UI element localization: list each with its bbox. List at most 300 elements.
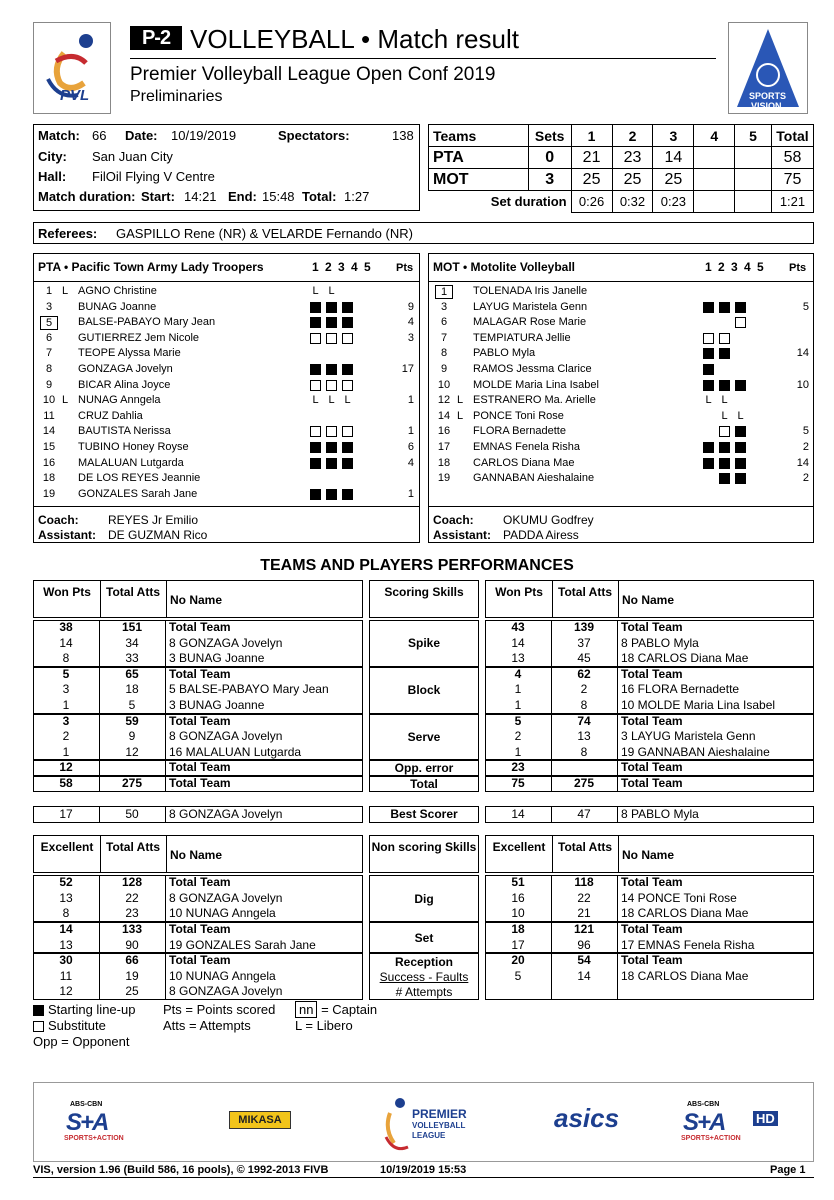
match-label: Match: <box>38 128 80 143</box>
substitute-square-icon <box>326 333 337 344</box>
perf-atts: 19 <box>125 968 139 983</box>
player-name: BAUTISTA Nerissa <box>78 425 171 438</box>
spectators-count: 138 <box>392 128 414 143</box>
perf-atts: 133 <box>121 922 143 936</box>
player-row <box>34 409 419 425</box>
libero-set-mark: L <box>721 409 728 422</box>
team-a-title: PTA • Pacific Town Army Lady Troopers <box>38 260 264 274</box>
player-number: 1 <box>45 285 53 297</box>
player-name: MALAGAR Rose Marie <box>473 316 587 329</box>
starter-square-icon <box>342 302 353 313</box>
perf-header-won: Excellent <box>40 840 94 855</box>
player-name: NUNAG Anngela <box>78 394 161 407</box>
team-code: PTA <box>429 147 529 169</box>
player-number: 9 <box>440 362 448 375</box>
starter-square-icon <box>326 364 337 375</box>
perf-row <box>33 875 363 891</box>
divider <box>100 836 101 872</box>
player-points: 1 <box>407 394 414 407</box>
perf-row <box>33 891 363 907</box>
perf-atts: 34 <box>125 635 139 650</box>
team-a-roster <box>33 253 420 543</box>
referees-label: Referees: <box>38 226 98 241</box>
legend-start-text: Starting line-up <box>48 1002 136 1017</box>
perf-row <box>485 714 814 730</box>
player-name: CARLOS Diana Mae <box>473 456 575 469</box>
perf-row <box>485 760 814 776</box>
libero-set-mark: L <box>721 394 728 407</box>
player-row <box>429 346 813 362</box>
set-score <box>735 147 772 169</box>
starter-square-icon <box>735 442 746 453</box>
perf-atts: 139 <box>573 620 595 634</box>
perf-name: 3 LAYUG Maristela Genn <box>621 729 756 744</box>
perf-atts: 54 <box>577 953 591 968</box>
perf-atts: 275 <box>573 776 595 790</box>
perf-won: 8 <box>62 651 70 666</box>
perf-won: 5 <box>514 713 522 728</box>
player-number: 5 <box>40 316 58 330</box>
player-name: BALSE-PABAYO Mary Jean <box>78 316 216 329</box>
perf-atts: 21 <box>577 906 591 921</box>
skill-label: Total <box>410 776 438 791</box>
skill-label: Block <box>407 683 441 698</box>
perf-row <box>485 698 814 714</box>
referees-names: GASPILLO Rene (NR) & VELARDE Fernando (NR) <box>116 226 413 241</box>
perf-name: 8 GONZAGA Jovelyn <box>169 890 283 905</box>
perf-atts: 275 <box>121 776 143 790</box>
perf-header-won: Excellent <box>492 840 546 855</box>
substitute-square-icon <box>735 317 746 328</box>
player-points: 2 <box>802 472 809 485</box>
player-row <box>429 393 813 409</box>
skill-label: Best Scorer <box>390 807 458 822</box>
player-row <box>34 393 419 409</box>
sa-logo-mark: S+A <box>66 1109 108 1136</box>
perf-name: 18 CARLOS Diana Mae <box>621 651 749 666</box>
perf-atts: 14 <box>577 968 591 983</box>
perf-won: 3 <box>62 682 70 697</box>
player-row <box>34 346 419 362</box>
city-value: San Juan City <box>92 149 173 164</box>
divider <box>429 281 813 282</box>
substitute-square-icon <box>310 426 321 437</box>
pvl-logo-text: PVL <box>60 87 90 104</box>
starter-square-icon <box>310 317 321 328</box>
perf-won: 5 <box>514 968 522 983</box>
player-points: 2 <box>802 440 809 453</box>
player-name: MALALUAN Lutgarda <box>78 456 184 469</box>
player-number: 15 <box>42 440 56 453</box>
player-name: BUNAG Joanne <box>78 300 157 313</box>
perf-name: Total Team <box>169 620 231 634</box>
skill-cell <box>369 953 479 1000</box>
assistant-name: DE GUZMAN Rico <box>108 528 208 542</box>
skill-label: Reception <box>394 955 453 970</box>
starter-square-icon <box>326 458 337 469</box>
perf-atts: 18 <box>125 682 139 697</box>
perf-row <box>485 682 814 698</box>
perf-won: 12 <box>59 760 73 775</box>
legend-start <box>33 1002 135 1017</box>
perf-name: 16 FLORA Bernadette <box>621 682 740 697</box>
team-b-pts-header: Pts <box>789 262 807 274</box>
team-code: MOT <box>429 169 529 191</box>
player-row <box>429 315 813 331</box>
referees-box <box>33 222 814 244</box>
player-row <box>34 300 419 316</box>
player-row <box>34 331 419 347</box>
starter-square-icon <box>342 364 353 375</box>
perf-row <box>485 667 814 683</box>
perf-atts: 65 <box>125 666 139 681</box>
perf-header-skills: Non scoring Skills <box>369 835 479 873</box>
player-row <box>429 378 813 394</box>
player-row <box>429 440 813 456</box>
player-row <box>34 362 419 378</box>
legend-sub <box>33 1018 106 1033</box>
match-info-box <box>33 124 420 211</box>
sa-logo-top: ABS-CBN <box>70 1101 103 1108</box>
perf-atts: 33 <box>125 651 139 666</box>
divider <box>429 506 813 507</box>
divider <box>552 836 553 872</box>
perf-won: 52 <box>59 875 73 890</box>
starter-square-icon <box>719 442 730 453</box>
starter-square-icon <box>310 302 321 313</box>
legend-opp: Opp = Opponent <box>33 1034 130 1049</box>
set-duration <box>694 191 735 213</box>
perf-name: 19 GANNABAN Aieshalaine <box>621 744 770 759</box>
perf-row <box>485 776 814 792</box>
divider <box>618 581 619 617</box>
perf-name: Total Team <box>169 760 231 775</box>
perf-atts: 66 <box>125 953 139 968</box>
total-time: 1:27 <box>344 189 370 204</box>
perf-row <box>33 776 363 792</box>
player-name: DE LOS REYES Jeannie <box>78 472 201 485</box>
substitute-square-icon <box>342 333 353 344</box>
perf-header <box>485 835 814 873</box>
perf-row <box>33 807 363 823</box>
sponsor-bar <box>33 1082 814 1162</box>
sa-logo <box>62 1101 142 1143</box>
perf-won: 13 <box>59 937 73 952</box>
starter-square-icon <box>703 442 714 453</box>
libero-flag: L <box>457 394 464 407</box>
end-time: 15:48 <box>262 189 295 204</box>
perf-name: 8 GONZAGA Jovelyn <box>169 806 283 821</box>
league-name: Premier Volleyball League Open Conf 2019 <box>130 64 496 85</box>
perf-row <box>485 906 814 922</box>
libero-set-mark: L <box>312 394 319 407</box>
player-name: GUTIERREZ Jem Nicole <box>78 331 200 344</box>
pvl-sponsor-text-1: PREMIER <box>412 1107 467 1121</box>
perf-won: 10 <box>511 906 525 921</box>
set-duration <box>735 191 772 213</box>
perf-name: 10 MOLDE Maria Lina Isabel <box>621 698 776 712</box>
skill-label: Opp. error <box>394 761 454 776</box>
perf-header-name: No Name <box>170 593 223 607</box>
perf-won: 75 <box>511 776 525 790</box>
perf-won: 14 <box>511 806 525 821</box>
sets-won: 0 <box>528 147 571 169</box>
perf-header-won: Won Pts <box>495 585 543 599</box>
score-table <box>428 124 814 213</box>
perf-row <box>33 729 363 745</box>
perf-row <box>33 906 363 922</box>
starter-square-icon <box>326 489 337 500</box>
team-a-pts-header: Pts <box>396 262 414 274</box>
set-duration: 0:32 <box>612 191 653 213</box>
date-label: Date: <box>125 128 158 143</box>
set-duration: 0:26 <box>571 191 612 213</box>
perf-atts: 118 <box>574 875 594 890</box>
perf-row <box>33 636 363 652</box>
perf-row <box>485 953 814 969</box>
score-header: 4 <box>694 125 735 147</box>
set-score: 25 <box>653 169 694 191</box>
perf-name: 17 EMNAS Fenela Risha <box>621 937 755 952</box>
perf-row <box>33 760 363 776</box>
player-name: TOLENADA Iris Janelle <box>473 285 588 297</box>
skill-cell <box>369 922 479 953</box>
pvl-logo <box>33 22 111 114</box>
player-name: TEMPIATURA Jellie <box>473 331 571 344</box>
player-points: 3 <box>407 331 414 344</box>
perf-atts: 22 <box>125 890 139 905</box>
player-name: RAMOS Jessma Clarice <box>473 362 592 375</box>
total-label: Total: <box>302 189 337 204</box>
perf-atts: 74 <box>577 713 591 728</box>
libero-flag: L <box>62 285 69 297</box>
starter-square-icon <box>735 426 746 437</box>
libero-set-mark: L <box>705 394 712 407</box>
perf-won: 18 <box>511 922 525 936</box>
footer-divider <box>33 1177 814 1178</box>
team-b-player-list <box>429 284 813 487</box>
hd-badge: HD <box>753 1111 778 1126</box>
score-header: 5 <box>735 125 772 147</box>
pvl-sponsor-text-3: LEAGUE <box>412 1131 446 1140</box>
perf-header-atts: Total Atts <box>558 840 612 855</box>
skill-sub1: Success - Faults <box>379 970 469 985</box>
perf-name: 10 NUNAG Anngela <box>169 968 276 983</box>
perf-name: Total Team <box>169 713 231 728</box>
sets-won: 3 <box>528 169 571 191</box>
perf-name: Total Team <box>621 953 683 968</box>
sv-logo-text-1: SPORTS <box>749 91 787 101</box>
player-number: 14 <box>437 409 451 422</box>
perf-atts: 45 <box>577 651 591 666</box>
legend-sub-text: Substitute <box>48 1018 106 1033</box>
score-header: 3 <box>653 125 694 147</box>
player-points: 14 <box>796 456 809 469</box>
perf-name: 14 PONCE Toni Rose <box>621 890 737 905</box>
legend-pts: Pts = Points scored <box>163 1002 276 1017</box>
score-header: 2 <box>612 125 653 147</box>
perf-header <box>33 580 363 618</box>
round-name: Preliminaries <box>130 88 223 105</box>
perf-row <box>33 984 363 1000</box>
perf-name: 3 BUNAG Joanne <box>169 651 265 666</box>
player-points: 14 <box>796 347 809 360</box>
substitute-square-icon <box>342 380 353 391</box>
perf-row <box>485 922 814 938</box>
perf-won: 2 <box>62 729 70 744</box>
skill-label: Set <box>414 930 434 945</box>
perf-name: Total Team <box>169 666 231 681</box>
player-name: GONZAGA Jovelyn <box>78 362 173 375</box>
perf-row <box>485 807 814 823</box>
starter-square-icon <box>342 489 353 500</box>
set-score <box>694 169 735 191</box>
player-number: 6 <box>45 331 53 344</box>
perf-name: 8 GONZAGA Jovelyn <box>169 984 283 999</box>
player-number: 18 <box>437 456 451 469</box>
team-b-sets-header: 1 2 3 4 5 <box>705 260 764 274</box>
substitute-square-icon <box>310 333 321 344</box>
player-row <box>429 456 813 472</box>
perf-won: 1 <box>62 744 70 759</box>
starter-square-icon <box>735 473 746 484</box>
libero-set-mark: L <box>328 285 335 297</box>
perf-header <box>485 580 814 618</box>
perf-header-name: No Name <box>170 848 223 863</box>
perf-won: 58 <box>59 776 73 790</box>
skill-cell <box>369 667 479 714</box>
substitute-square-icon <box>342 426 353 437</box>
perf-row <box>33 922 363 938</box>
player-row <box>429 331 813 347</box>
perf-row <box>485 969 814 985</box>
asics-logo: asics <box>554 1103 620 1133</box>
player-row <box>429 409 813 425</box>
perf-won: 3 <box>62 713 70 728</box>
starter-square-icon <box>310 442 321 453</box>
coach-label: Coach: <box>38 513 79 527</box>
perf-name: 5 BALSE-PABAYO Mary Jean <box>169 682 329 697</box>
sports-vision-logo <box>728 22 808 114</box>
perf-won: 1 <box>514 744 522 759</box>
starter-square-icon <box>735 380 746 391</box>
perf-atts: 12 <box>125 744 139 759</box>
player-number: 19 <box>437 472 451 485</box>
perf-row <box>485 729 814 745</box>
perf-row <box>485 891 814 907</box>
starter-square-icon <box>703 364 714 375</box>
perf-row <box>485 745 814 761</box>
perf-row <box>33 651 363 667</box>
perf-atts: 59 <box>125 713 139 728</box>
perf-row <box>485 651 814 667</box>
player-points: 10 <box>796 378 809 391</box>
spectators-label: Spectators: <box>278 128 350 143</box>
perf-name: 18 CARLOS Diana Mae <box>621 906 749 921</box>
player-name: GONZALES Sarah Jane <box>78 487 198 500</box>
perf-won: 17 <box>511 937 525 952</box>
perf-won: 20 <box>511 953 525 968</box>
starter-square-icon <box>703 458 714 469</box>
player-number: 19 <box>42 487 56 500</box>
perf-row <box>33 682 363 698</box>
player-points: 1 <box>407 487 414 500</box>
coach-name: REYES Jr Emilio <box>108 513 199 527</box>
starter-square-icon <box>326 317 337 328</box>
player-row <box>429 284 813 300</box>
perf-won: 14 <box>59 635 73 650</box>
skill-cell <box>369 875 479 922</box>
perf-header-atts: Total Atts <box>106 585 160 599</box>
player-name: CRUZ Dahlia <box>78 409 143 422</box>
set-score: 25 <box>571 169 612 191</box>
starter-square-icon <box>326 442 337 453</box>
player-row <box>429 471 813 487</box>
player-row <box>34 284 419 300</box>
perf-name: 8 PABLO Myla <box>621 635 699 650</box>
player-points: 5 <box>802 425 809 438</box>
player-number: 3 <box>45 300 53 313</box>
player-name: TEOPE Alyssa Marie <box>78 347 181 360</box>
perf-name: Total Team <box>169 875 231 890</box>
player-number: 10 <box>42 394 56 407</box>
perf-won: 4 <box>514 666 522 681</box>
perf-header <box>33 835 363 873</box>
sa-hd-top: ABS-CBN <box>687 1101 720 1108</box>
perf-name: Total Team <box>169 953 231 968</box>
perf-row <box>33 698 363 714</box>
player-number: 10 <box>437 378 451 391</box>
perf-won: 38 <box>59 620 73 634</box>
perf-atts: 96 <box>577 937 591 952</box>
legend-captain <box>295 1002 377 1017</box>
assistant-name: PADDA Airess <box>503 528 579 542</box>
footer-timestamp: 10/19/2019 15:53 <box>380 1164 467 1176</box>
set-score: 14 <box>653 147 694 169</box>
score-row-mot <box>429 169 814 191</box>
starter-square-icon <box>703 348 714 359</box>
perf-won: 1 <box>62 698 70 712</box>
starter-square-icon <box>310 489 321 500</box>
match-date: 10/19/2019 <box>171 128 237 143</box>
start-label: Start: <box>141 189 175 204</box>
assistant-label: Assistant: <box>433 528 492 542</box>
perf-row <box>485 636 814 652</box>
mikasa-logo: MIKASA <box>229 1111 291 1129</box>
player-name: GANNABAN Aieshalaine <box>473 472 595 485</box>
starter-square-icon <box>342 442 353 453</box>
perf-header-atts: Total Atts <box>558 585 612 599</box>
skill-cell <box>369 776 479 792</box>
libero-set-mark: L <box>737 409 744 422</box>
perf-row <box>485 875 814 891</box>
player-points: 9 <box>407 300 414 313</box>
player-name: TUBINO Honey Royse <box>78 440 189 453</box>
coach-name: OKUMU Godfrey <box>503 513 594 527</box>
starter-square-icon <box>342 458 353 469</box>
set-duration-row <box>429 191 814 213</box>
player-number: 1 <box>435 285 453 299</box>
p2-badge: P-2 <box>130 26 182 50</box>
sa-hd-logo <box>679 1101 789 1143</box>
perf-name: Total Team <box>621 666 683 681</box>
player-number: 8 <box>45 362 53 375</box>
set-score: 25 <box>612 169 653 191</box>
player-number: 17 <box>437 440 451 453</box>
perf-won: 23 <box>511 760 525 775</box>
perf-atts: 5 <box>128 698 136 712</box>
perf-name: Total Team <box>621 875 683 890</box>
